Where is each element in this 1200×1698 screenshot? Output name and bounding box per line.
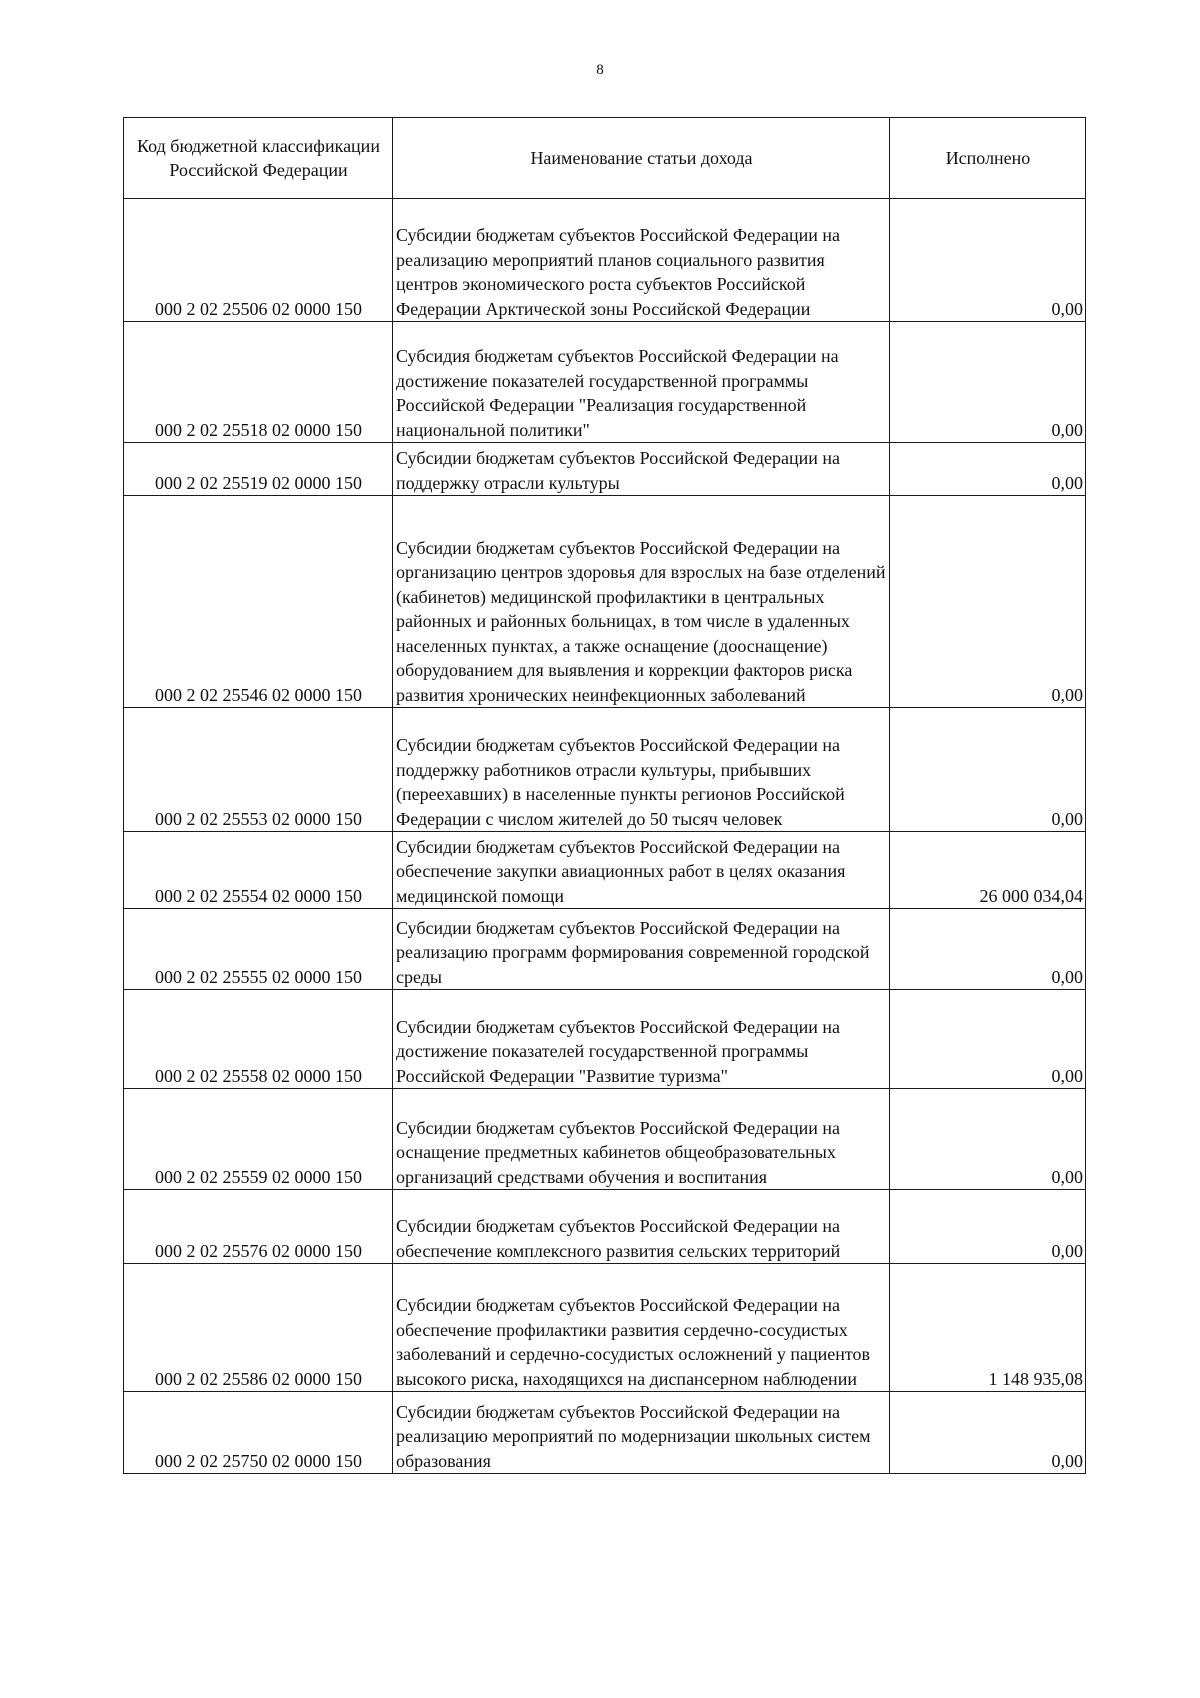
executed-amount-cell: 0,00 [890,909,1086,990]
revenue-name-cell: Субсидии бюджетам субъектов Российской Федерации на организацию центров здоровья для взрослых на базе отделений (кабинетов) медицинской профилактики в центральных районных и районных больницах, в том числе в удаленных населенных пунктах, а также оснащение (дооснащение) оборудованием для выявления и коррекции факторов риска развития хронических неинфекционных заболеваний [393,496,890,708]
executed-amount-cell: 0,00 [890,708,1086,832]
table-row [124,832,1086,909]
executed-amount-cell: 26 000 034,04 [890,832,1086,909]
table-row [124,496,1086,708]
column-header-code: Код бюджетной классификации Российской Федерации [124,118,393,199]
budget-code-cell: 000 2 02 25553 02 0000 150 [124,708,393,832]
revenue-table [123,117,1086,1474]
budget-code-cell: 000 2 02 25555 02 0000 150 [124,909,393,990]
revenue-name-cell: Субсидии бюджетам субъектов Российской Федерации на реализацию программ формирования современной городской среды [393,909,890,990]
revenue-name-cell: Субсидии бюджетам субъектов Российской Федерации на поддержку работников отрасли культуры, прибывших (переехавших) в населенные пункты регионов Российской Федерации с числом жителей до 50 тысяч человек [393,708,890,832]
executed-amount-cell: 0,00 [890,1392,1086,1474]
budget-code-cell: 000 2 02 25506 02 0000 150 [124,199,393,322]
revenue-name-cell: Субсидии бюджетам субъектов Российской Федерации на обеспечение закупки авиационных работ в целях оказания медицинской помощи [393,832,890,909]
revenue-name-cell: Субсидии бюджетам субъектов Российской Федерации на оснащение предметных кабинетов общеобразовательных организаций средствами обучения и воспитания [393,1089,890,1190]
table-row [124,443,1086,496]
revenue-name-cell: Субсидии бюджетам субъектов Российской Федерации на реализацию мероприятий по модернизации школьных систем образования [393,1392,890,1474]
executed-amount-cell: 0,00 [890,990,1086,1089]
table-row [124,1089,1086,1190]
executed-amount-cell: 0,00 [890,199,1086,322]
revenue-name-cell: Субсидии бюджетам субъектов Российской Федерации на обеспечение профилактики развития сердечно-сосудистых заболеваний и сердечно-сосудистых осложнений у пациентов высокого риска, находящихся на диспансерном наблюдении [393,1264,890,1392]
table-row [124,322,1086,443]
page-number: 8 [596,62,604,78]
executed-amount-cell: 0,00 [890,322,1086,443]
budget-code-cell: 000 2 02 25518 02 0000 150 [124,322,393,443]
executed-amount-cell: 0,00 [890,443,1086,496]
budget-code-cell: 000 2 02 25558 02 0000 150 [124,990,393,1089]
budget-code-cell: 000 2 02 25519 02 0000 150 [124,443,393,496]
executed-amount-cell: 1 148 935,08 [890,1264,1086,1392]
revenue-name-cell: Субсидии бюджетам субъектов Российской Федерации на обеспечение комплексного развития сельских территорий [393,1190,890,1264]
budget-code-cell: 000 2 02 25586 02 0000 150 [124,1264,393,1392]
budget-code-cell: 000 2 02 25576 02 0000 150 [124,1190,393,1264]
executed-amount-cell: 0,00 [890,1089,1086,1190]
table-row [124,1190,1086,1264]
budget-code-cell: 000 2 02 25554 02 0000 150 [124,832,393,909]
table-row [124,909,1086,990]
executed-amount-cell: 0,00 [890,1190,1086,1264]
revenue-name-cell: Субсидия бюджетам субъектов Российской Федерации на достижение показателей государственной программы Российской Федерации "Реализация государственной национальной политики" [393,322,890,443]
table-row [124,708,1086,832]
budget-code-cell: 000 2 02 25559 02 0000 150 [124,1089,393,1190]
budget-code-cell: 000 2 02 25750 02 0000 150 [124,1392,393,1474]
table-row [124,990,1086,1089]
executed-amount-cell: 0,00 [890,496,1086,708]
budget-code-cell: 000 2 02 25546 02 0000 150 [124,496,393,708]
revenue-name-cell: Субсидии бюджетам субъектов Российской Федерации на достижение показателей государственной программы Российской Федерации "Развитие туризма" [393,990,890,1089]
table-row [124,1392,1086,1474]
table-row [124,1264,1086,1392]
revenue-name-cell: Субсидии бюджетам субъектов Российской Федерации на реализацию мероприятий планов социального развития центров экономического роста субъектов Российской Федерации Арктической зоны Российской Федерации [393,199,890,322]
revenue-name-cell: Субсидии бюджетам субъектов Российской Федерации на поддержку отрасли культуры [393,443,890,496]
table-row [124,199,1086,322]
column-header-amount: Исполнено [890,118,1086,199]
column-header-name: Наименование статьи дохода [393,118,890,199]
table-header-row [124,118,1086,199]
